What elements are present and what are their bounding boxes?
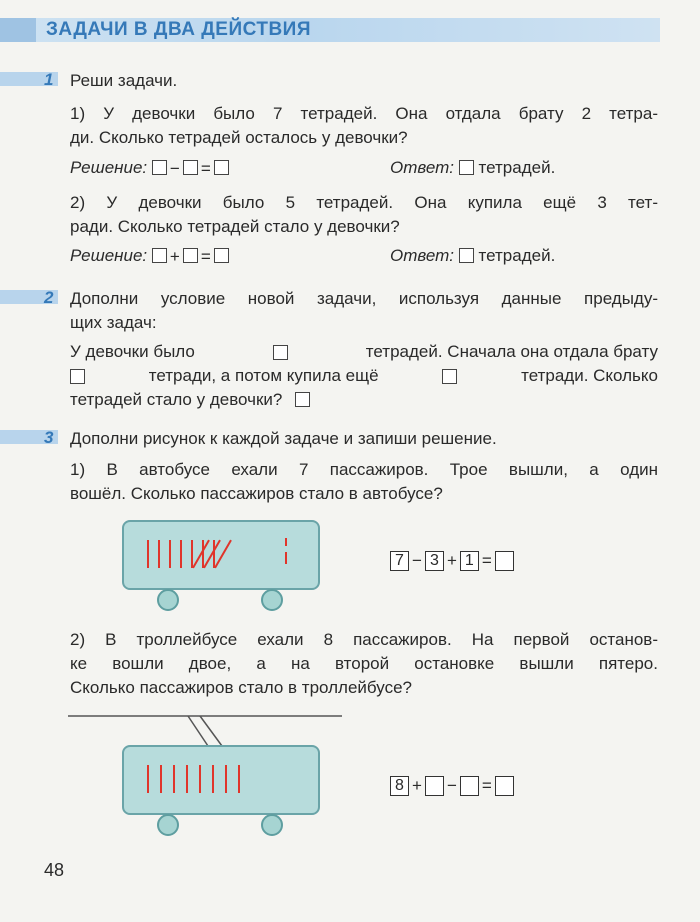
task-2-number: 2	[44, 288, 54, 307]
task-2-text-line-3: тетрадей стало у девочки?	[70, 389, 310, 411]
task-3-equation-2: 8 + − =	[390, 773, 514, 798]
solution-label: Решение:	[70, 246, 148, 265]
task-3-equation-1: 7 − 3 + 1 =	[390, 548, 514, 573]
equation-answer-box[interactable]	[425, 776, 444, 796]
answer-label: Ответ:	[390, 246, 455, 265]
trolleybus-wheel	[261, 814, 283, 836]
task-3-problem-2-line-1: 2) В троллейбусе ехали 8 пассажиров. На первой останов-	[70, 630, 658, 649]
task-2-prompt-line-1: Дополни условие новой задачи, используя данные предыду-	[70, 289, 658, 308]
task-3-prompt: Дополни рисунок к каждой задаче и запиши решение.	[70, 429, 497, 448]
equation-box: 3	[425, 551, 444, 571]
equation-answer-box[interactable]	[495, 776, 514, 796]
task-1-solution-row-1: Решение: − =	[70, 157, 229, 180]
task-1-solution-row-2: Решение: + =	[70, 245, 229, 268]
equation-box: 7	[390, 551, 409, 571]
task-3-problem-1-line-1: 1) В автобусе ехали 7 пассажиров. Трое вышли, а один	[70, 460, 658, 479]
answer-unit: тетрадей.	[478, 158, 556, 177]
answer-unit: тетрадей.	[478, 246, 556, 265]
page-number: 48	[44, 860, 65, 880]
equation-answer-box[interactable]	[460, 776, 479, 796]
section-title: ЗАДАЧИ В ДВА ДЕЙСТВИЯ	[46, 19, 311, 40]
trolleybus-wheel	[157, 814, 179, 836]
answer-label: Ответ:	[390, 158, 455, 177]
equation-box: 1	[460, 551, 479, 571]
task-3-problem-1-line-2: вошёл. Сколько пассажиров стало в автобусе?	[70, 484, 443, 503]
task-3-number: 3	[44, 428, 54, 447]
task-3-problem-2-line-3: Сколько пассажиров стало в троллейбусе?	[70, 678, 413, 697]
task-2-text-line-2: тетради, а потом купила ещё тетради. Сколько	[70, 365, 658, 387]
task-1-prompt: Реши задачи.	[70, 71, 178, 90]
equation-box: 8	[390, 776, 409, 796]
task-1-problem-2-line-1: 2) У девочки было 5 тетрадей. Она купила ещё 3 тет-	[70, 193, 658, 212]
task-1-problem-2-line-2: ради. Сколько тетрадей стало у девочки?	[70, 217, 400, 236]
solution-label: Решение:	[70, 158, 148, 177]
task-2-text-line-1: У девочки было тетрадей. Сначала она отдала брату	[70, 342, 658, 361]
task-1-problem-1-line-1: 1) У девочки было 7 тетрадей. Она отдала брату 2 тетра-	[70, 104, 658, 123]
task-2-prompt-line-2: щих задач:	[70, 313, 157, 332]
task-1-number: 1	[44, 70, 54, 89]
task-1-problem-1-line-2: ди. Сколько тетрадей осталось у девочки?	[70, 128, 408, 147]
trolleybus-illustration	[122, 745, 320, 815]
task-3-problem-2-line-2: ке вошли двое, а на второй остановке вышли пятеро.	[70, 654, 658, 673]
